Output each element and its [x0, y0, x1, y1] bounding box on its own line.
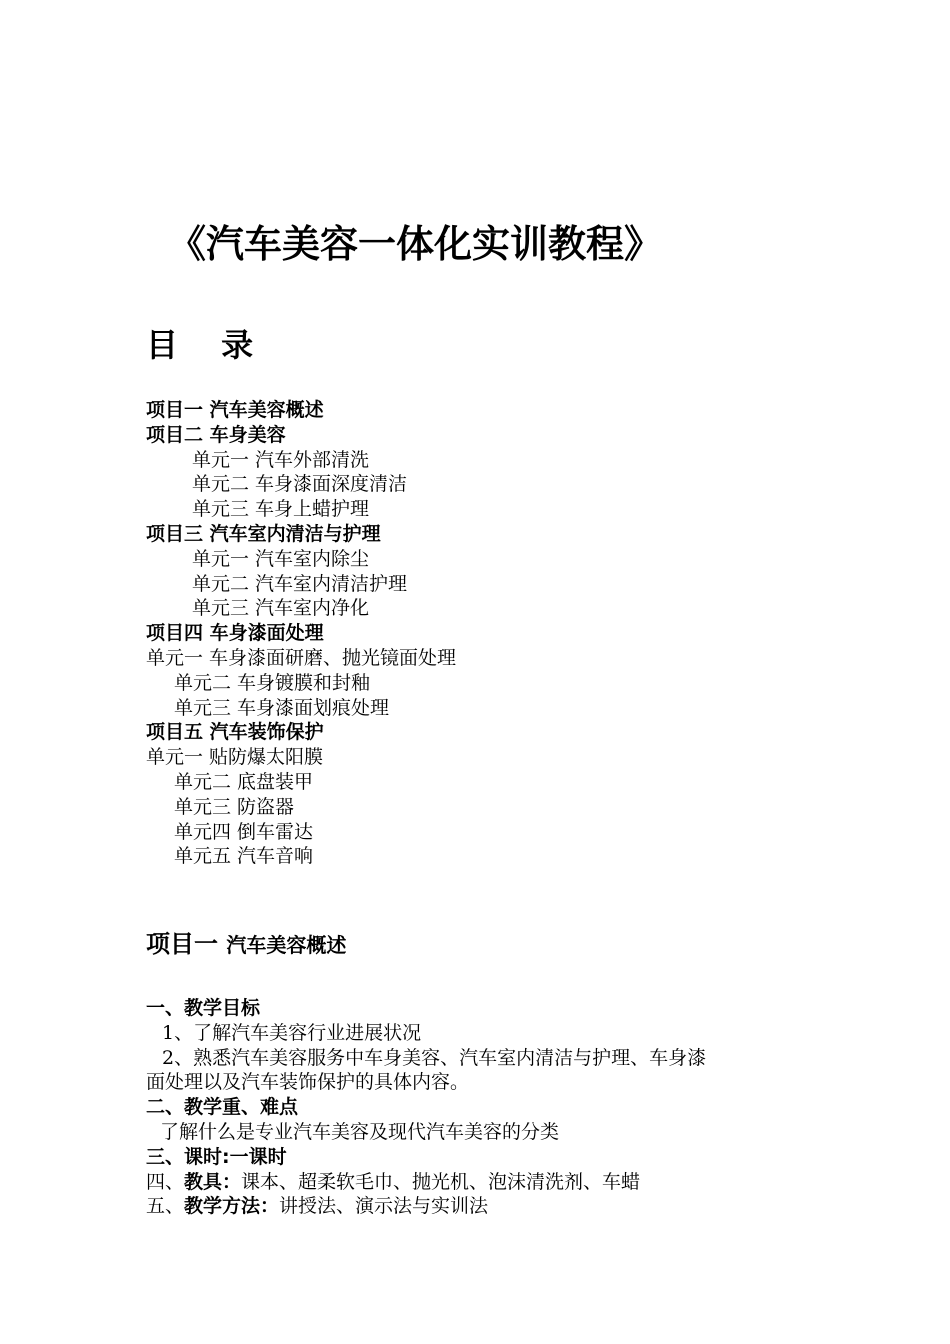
toc-item: 单元二 车身镀膜和封釉 [174, 671, 371, 694]
tools-label: 教具： [184, 1170, 242, 1193]
section-title [146, 928, 346, 959]
section-body [146, 996, 806, 1219]
objective-item: 2、熟悉汽车美容服务中车身美容、汽车室内清洁与护理、车身漆 [162, 1046, 707, 1069]
table-of-contents [146, 398, 456, 869]
tools-line [146, 1170, 806, 1195]
toc-item: 项目五 汽车装饰保护 [146, 721, 324, 744]
toc-item: 单元一 贴防爆太阳膜 [146, 746, 324, 769]
toc-item: 单元三 车身漆面划痕处理 [174, 696, 390, 719]
objective-item-continued: 面处理以及汽车装饰保护的具体内容。 [146, 1071, 470, 1094]
class-hours: 三、课时:一课时 [146, 1145, 287, 1168]
toc-item: 项目四 车身漆面处理 [146, 622, 324, 645]
toc-item: 单元一 汽车外部清洗 [192, 448, 370, 471]
methods-label: 教学方法： [184, 1195, 280, 1218]
toc-item: 项目一 汽车美容概述 [146, 399, 324, 421]
toc-item: 项目三 汽车室内清洁与护理 [146, 522, 381, 545]
methods-prefix: 五、 [146, 1195, 185, 1218]
methods-value: 讲授法、演示法与实训法 [279, 1195, 489, 1218]
key-points-heading: 二、教学重、难点 [146, 1096, 299, 1119]
objectives-heading: 一、教学目标 [146, 997, 261, 1019]
key-points-text: 了解什么是专业汽车美容及现代汽车美容的分类 [160, 1120, 560, 1143]
toc-item: 单元四 倒车雷达 [174, 820, 314, 843]
toc-item: 单元二 汽车室内清洁护理 [192, 572, 408, 595]
tools-prefix: 四、 [146, 1170, 185, 1193]
tools-value: 课本、超柔软毛巾、抛光机、泡沫清洗剂、车蜡 [241, 1170, 641, 1193]
toc-item: 单元一 车身漆面研磨、抛光镜面处理 [146, 646, 457, 669]
document-title: 《汽车美容一体化实训教程》 [168, 222, 663, 266]
toc-item: 单元一 汽车室内除尘 [192, 547, 370, 570]
section-title-text: 汽车美容概述 [226, 933, 347, 957]
toc-item: 单元三 防盗器 [174, 795, 295, 818]
section-title-number: 项目一 [146, 929, 227, 958]
toc-item: 单元五 汽车音响 [174, 845, 314, 868]
toc-item: 单元二 底盘装甲 [174, 770, 314, 793]
objective-item: 1、了解汽车美容行业进展状况 [162, 1021, 422, 1044]
toc-item: 单元三 汽车室内净化 [192, 597, 370, 620]
methods-line [146, 1194, 806, 1219]
toc-item: 单元三 车身上蜡护理 [192, 498, 370, 521]
toc-item: 项目二 车身美容 [146, 423, 286, 446]
toc-heading: 目 录 [146, 326, 270, 364]
toc-item: 单元二 车身漆面深度清洁 [192, 473, 408, 496]
